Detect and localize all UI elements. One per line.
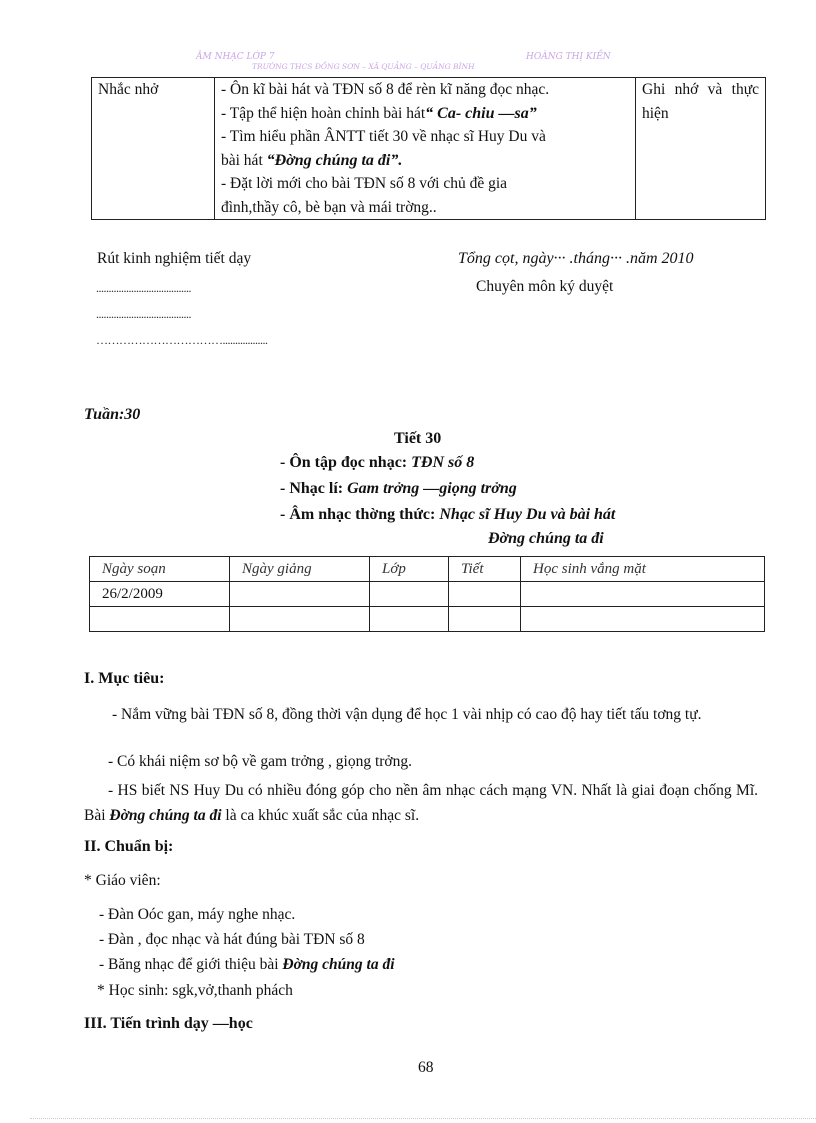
- reminder-content: [215, 78, 636, 220]
- reminder-item: đình,thầy cô, bè bạn và mái trờng..: [221, 198, 437, 216]
- page-number: 68: [418, 1059, 434, 1076]
- topic-theory: - Nhạc lí: Gam trởng —giọng trởng: [280, 480, 517, 497]
- reminder-item: - Đặt lời mới cho bài TĐN số 8 với chủ đề gia: [221, 175, 508, 192]
- table-cell: [449, 582, 521, 607]
- preparation-item: - Đàn Oóc gan, máy nghe nhạc.: [99, 906, 296, 923]
- table-cell: [521, 607, 765, 632]
- dotted-line: ......................................: [96, 307, 191, 321]
- students-label: * Học sinh: sgk,vở,thanh phách: [97, 982, 293, 999]
- preparation-item: - Đàn , đọc nhạc và hát đúng bài TĐN số 8: [99, 931, 365, 948]
- preparation-heading: II. Chuẩn bị:: [84, 838, 174, 855]
- reminder-item: - Ôn kĩ bài hát và TĐN số 8 để rèn kĩ năng đọc nhạc.: [221, 81, 550, 98]
- preparation-item: - Băng nhạc để giới thiệu bài Đờng chúng ta đi: [99, 956, 395, 973]
- table-cell: 26/2/2009: [90, 582, 230, 607]
- reminder-label: Nhắc nhở: [92, 78, 215, 220]
- table-cell: [90, 607, 230, 632]
- dotted-line: ……………………………..................: [96, 333, 268, 347]
- table-row: [90, 582, 765, 607]
- column-header: Tiết: [449, 557, 521, 582]
- column-header: Ngày giảng: [230, 557, 370, 582]
- table-cell: [370, 582, 449, 607]
- topic-music-knowledge: - Âm nhạc thờng thức: Nhạc sĩ Huy Du và bài hát: [280, 506, 616, 523]
- reminder-table: [91, 77, 766, 220]
- process-heading: III. Tiến trình dạy —học: [84, 1015, 253, 1032]
- table-cell: [230, 607, 370, 632]
- topic-song-title: Đờng chúng ta đi: [488, 530, 604, 547]
- song-title: “ Ca- chiu —sa”: [425, 104, 537, 122]
- reminder-item: bài hát “Đờng chúng ta đi”.: [221, 151, 403, 169]
- approval-label: Chuyên môn ký duyệt: [476, 278, 614, 295]
- reminder-item: - Tập thể hiện hoàn chỉnh bài hát“ Ca- chiu —sa”: [221, 104, 537, 122]
- period-title: Tiết 30: [394, 430, 442, 447]
- song-title: “Đờng chúng ta đi”.: [266, 151, 403, 169]
- footer-divider: [30, 1118, 816, 1119]
- column-header: Học sinh vắng mặt: [521, 557, 765, 582]
- header-right-title: HOÀNG THỊ KIỀN: [526, 52, 611, 62]
- schedule-table: [89, 556, 765, 632]
- objective-paragraph: - Nắm vững bài TĐN số 8, đồng thời vận dụng để học 1 vài nhịp có cao độ hay tiết tấu tơng tự.: [112, 706, 702, 723]
- objective-paragraph: - Có khái niệm sơ bộ về gam trởng , giọng trởng.: [108, 753, 412, 770]
- column-header: Ngày soạn: [90, 557, 230, 582]
- experience-label: Rút kinh nghiệm tiết dạy: [97, 250, 252, 267]
- objective-paragraph: - HS biết NS Huy Du có nhiều đóng góp cho nền âm nhạc cách mạng VN. Nhất là giai đoạn chống Mĩ. Bài Đờng chúng ta đi là ca khúc xuất sắc của nhạc sĩ.: [84, 782, 758, 824]
- table-row: [90, 607, 765, 632]
- week-label: Tuần:30: [84, 406, 141, 423]
- objectives-heading: I. Mục tiêu:: [84, 670, 165, 687]
- teacher-label: * Giáo viên:: [84, 872, 161, 889]
- table-cell: [521, 582, 765, 607]
- topic-reading: - Ôn tập đọc nhạc: TĐN số 8: [280, 454, 475, 471]
- date-line: Tổng cọt, ngày··· .tháng··· .năm 2010: [458, 250, 694, 267]
- table-cell: [230, 582, 370, 607]
- column-header: Lớp: [370, 557, 449, 582]
- table-header-row: [90, 557, 765, 582]
- dotted-line: ......................................: [96, 281, 191, 295]
- header-subtitle: TRƯỜNG THCS ĐỒNG SƠN – XÃ QUẢNG – QUẢNG BÌNH: [252, 62, 475, 71]
- table-cell: [370, 607, 449, 632]
- table-cell: [449, 607, 521, 632]
- reminder-item: - Tìm hiểu phần ÂNTT tiết 30 về nhạc sĩ Huy Du và: [221, 128, 546, 145]
- header-left-title: ÂM NHẠC LỚP 7: [196, 52, 275, 62]
- reminder-note: Ghi nhớ và thực hiện: [636, 78, 766, 220]
